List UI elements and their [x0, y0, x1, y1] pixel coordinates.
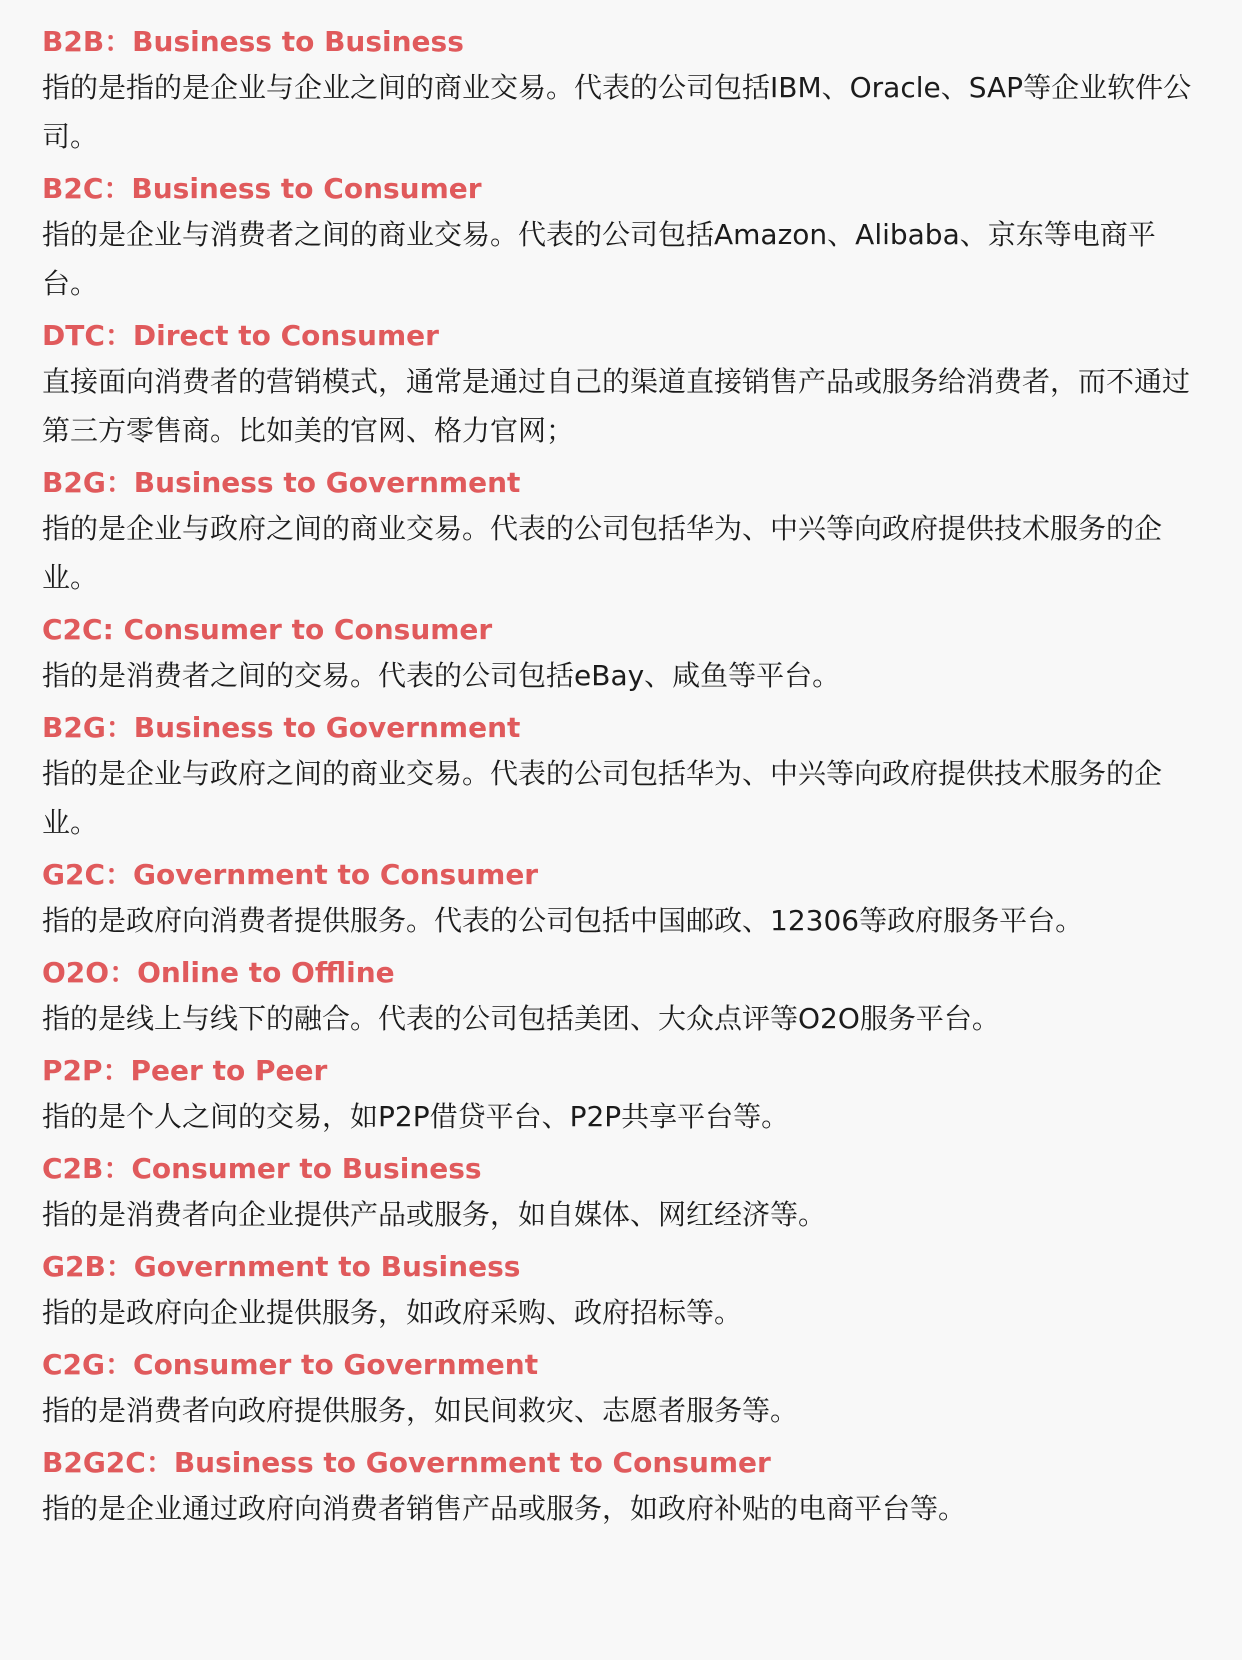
term-heading: B2G：Business to Government [42, 711, 521, 744]
term-description: 指的是企业与消费者之间的商业交易。代表的公司包括Amazon、Alibaba、京东等电商平台。 [42, 218, 1156, 300]
term-heading: G2B：Government to Business [42, 1250, 521, 1283]
term-heading: O2O：Online to Offline [42, 956, 395, 989]
term-description: 指的是消费者之间的交易。代表的公司包括eBay、咸鱼等平台。 [42, 659, 841, 692]
term-description: 指的是指的是企业与企业之间的商业交易。代表的公司包括IBM、Oracle、SAP等企业软件公司。 [42, 71, 1192, 153]
term-description: 指的是企业通过政府向消费者销售产品或服务，如政府补贴的电商平台等。 [42, 1492, 967, 1525]
term-description: 指的是线上与线下的融合。代表的公司包括美团、大众点评等O2O服务平台。 [42, 1002, 1000, 1035]
glossary-entry-o2o [42, 949, 1208, 1047]
term-heading: B2G：Business to Government [42, 466, 521, 499]
term-description: 指的是企业与政府之间的商业交易。代表的公司包括华为、中兴等向政府提供技术服务的企业。 [42, 512, 1163, 594]
term-heading: C2B：Consumer to Business [42, 1152, 482, 1185]
term-heading: C2G：Consumer to Government [42, 1348, 539, 1381]
glossary-entry-c2b [42, 1145, 1208, 1243]
term-description: 指的是个人之间的交易，如P2P借贷平台、P2P共享平台等。 [42, 1100, 790, 1133]
term-description: 指的是消费者向企业提供产品或服务，如自媒体、网红经济等。 [42, 1198, 827, 1231]
glossary-entry-g2c [42, 851, 1208, 949]
term-description: 直接面向消费者的营销模式，通常是通过自己的渠道直接销售产品或服务给消费者，而不通过第三方零售商。比如美的官网、格力官网； [42, 365, 1191, 447]
glossary-entry-p2p [42, 1047, 1208, 1145]
term-heading: G2C：Government to Consumer [42, 858, 539, 891]
glossary-entry-b2c [42, 165, 1208, 312]
glossary-entry-c2c [42, 606, 1208, 704]
glossary-entry-b2g2c [42, 1439, 1208, 1537]
term-heading: B2B：Business to Business [42, 25, 464, 58]
term-heading: P2P：Peer to Peer [42, 1054, 328, 1087]
glossary-entry-c2g [42, 1341, 1208, 1439]
glossary-entry-dtc [42, 312, 1208, 459]
glossary-entry-b2g [42, 459, 1208, 606]
term-description: 指的是政府向企业提供服务，如政府采购、政府招标等。 [42, 1296, 743, 1329]
term-heading: B2G2C：Business to Government to Consumer [42, 1446, 771, 1479]
term-heading: B2C：Business to Consumer [42, 172, 482, 205]
glossary-entry-b2b [42, 18, 1208, 165]
term-heading: C2C: Consumer to Consumer [42, 613, 493, 646]
term-description: 指的是政府向消费者提供服务。代表的公司包括中国邮政、12306等政府服务平台。 [42, 904, 1084, 937]
term-description: 指的是消费者向政府提供服务，如民间救灾、志愿者服务等。 [42, 1394, 799, 1427]
glossary-entry-g2b [42, 1243, 1208, 1341]
term-heading: DTC：Direct to Consumer [42, 319, 439, 352]
glossary-entry-b2g-repeat [42, 704, 1208, 851]
term-description: 指的是企业与政府之间的商业交易。代表的公司包括华为、中兴等向政府提供技术服务的企业。 [42, 757, 1163, 839]
